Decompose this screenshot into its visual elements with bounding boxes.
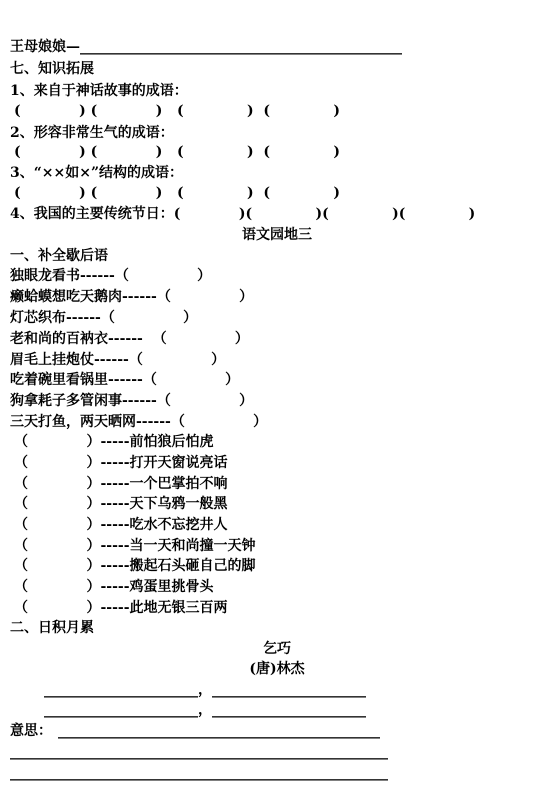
poem-author: (唐)林杰 xyxy=(249,661,305,677)
question-4: 4、我国的主要传统节日：( )( )( )( ) xyxy=(10,206,476,222)
question-3-blanks: ( ) ( ) ( ) ( ) xyxy=(14,185,340,201)
reverse-item: （ ）-----打开天窗说亮话 xyxy=(14,455,228,471)
xiehouyu-item: 灯芯织布------（ ） xyxy=(10,310,198,326)
xiehouyu-item: 狗拿耗子多管闲事------（ ） xyxy=(10,393,254,409)
xiehouyu-item: 独眼龙看书------（ ） xyxy=(10,268,212,284)
meaning-label: 意思： xyxy=(10,723,52,739)
wangmu-line: 王母娘娘—______________________________________________ xyxy=(10,39,402,55)
section-seven-heading: 七、知识拓展 xyxy=(10,61,94,77)
reverse-item: （ ）-----前怕狼后怕虎 xyxy=(14,434,214,450)
reverse-item: （ ）-----搬起石头砸自己的脚 xyxy=(14,558,256,574)
reverse-item: （ ）-----吃水不忘挖井人 xyxy=(14,517,228,533)
poem-title: 乞巧 xyxy=(263,641,291,657)
poem-blank-line[interactable]: ______________________，______________________ xyxy=(44,702,366,718)
question-2: 2、形容非常生气的成语： xyxy=(10,125,174,141)
part2-heading: 二、日积月累 xyxy=(10,620,94,636)
reverse-item: （ ）-----此地无银三百两 xyxy=(14,600,228,616)
meaning-answer-line[interactable]: ______________________________________________________ xyxy=(10,744,388,760)
xiehouyu-item: 吃着碗里看锅里------（ ） xyxy=(10,372,240,388)
reverse-item: （ ）-----天下乌鸦一般黑 xyxy=(14,496,228,512)
poem-blank-line[interactable]: ______________________，______________________ xyxy=(44,682,366,698)
section-title: 语文园地三 xyxy=(242,227,312,243)
question-1-blanks: ( ) ( ) ( ) ( ) xyxy=(14,103,340,119)
xiehouyu-item: 三天打鱼，两天晒网------（ ） xyxy=(10,414,268,430)
xiehouyu-item: 老和尚的百衲衣------ （ ） xyxy=(10,331,249,347)
reverse-item: （ ）-----鸡蛋里挑骨头 xyxy=(14,579,214,595)
part1-heading: 一、补全歇后语 xyxy=(10,248,108,264)
reverse-item: （ ）-----一个巴掌拍不响 xyxy=(14,476,228,492)
question-3: 3、“××如×”结构的成语： xyxy=(10,165,184,181)
question-1: 1、来自于神话故事的成语： xyxy=(10,83,188,99)
meaning-answer-line[interactable]: ______________________________________________________ xyxy=(10,765,388,781)
xiehouyu-item: 眉毛上挂炮仗------（ ） xyxy=(10,352,226,368)
reverse-item: （ ）-----当一天和尚撞一天钟 xyxy=(14,538,256,554)
xiehouyu-item: 癞蛤蟆想吃天鹅肉------（ ） xyxy=(10,289,254,305)
meaning-answer-line[interactable]: ______________________________________________ xyxy=(58,723,380,739)
question-2-blanks: ( ) ( ) ( ) ( ) xyxy=(14,144,340,160)
